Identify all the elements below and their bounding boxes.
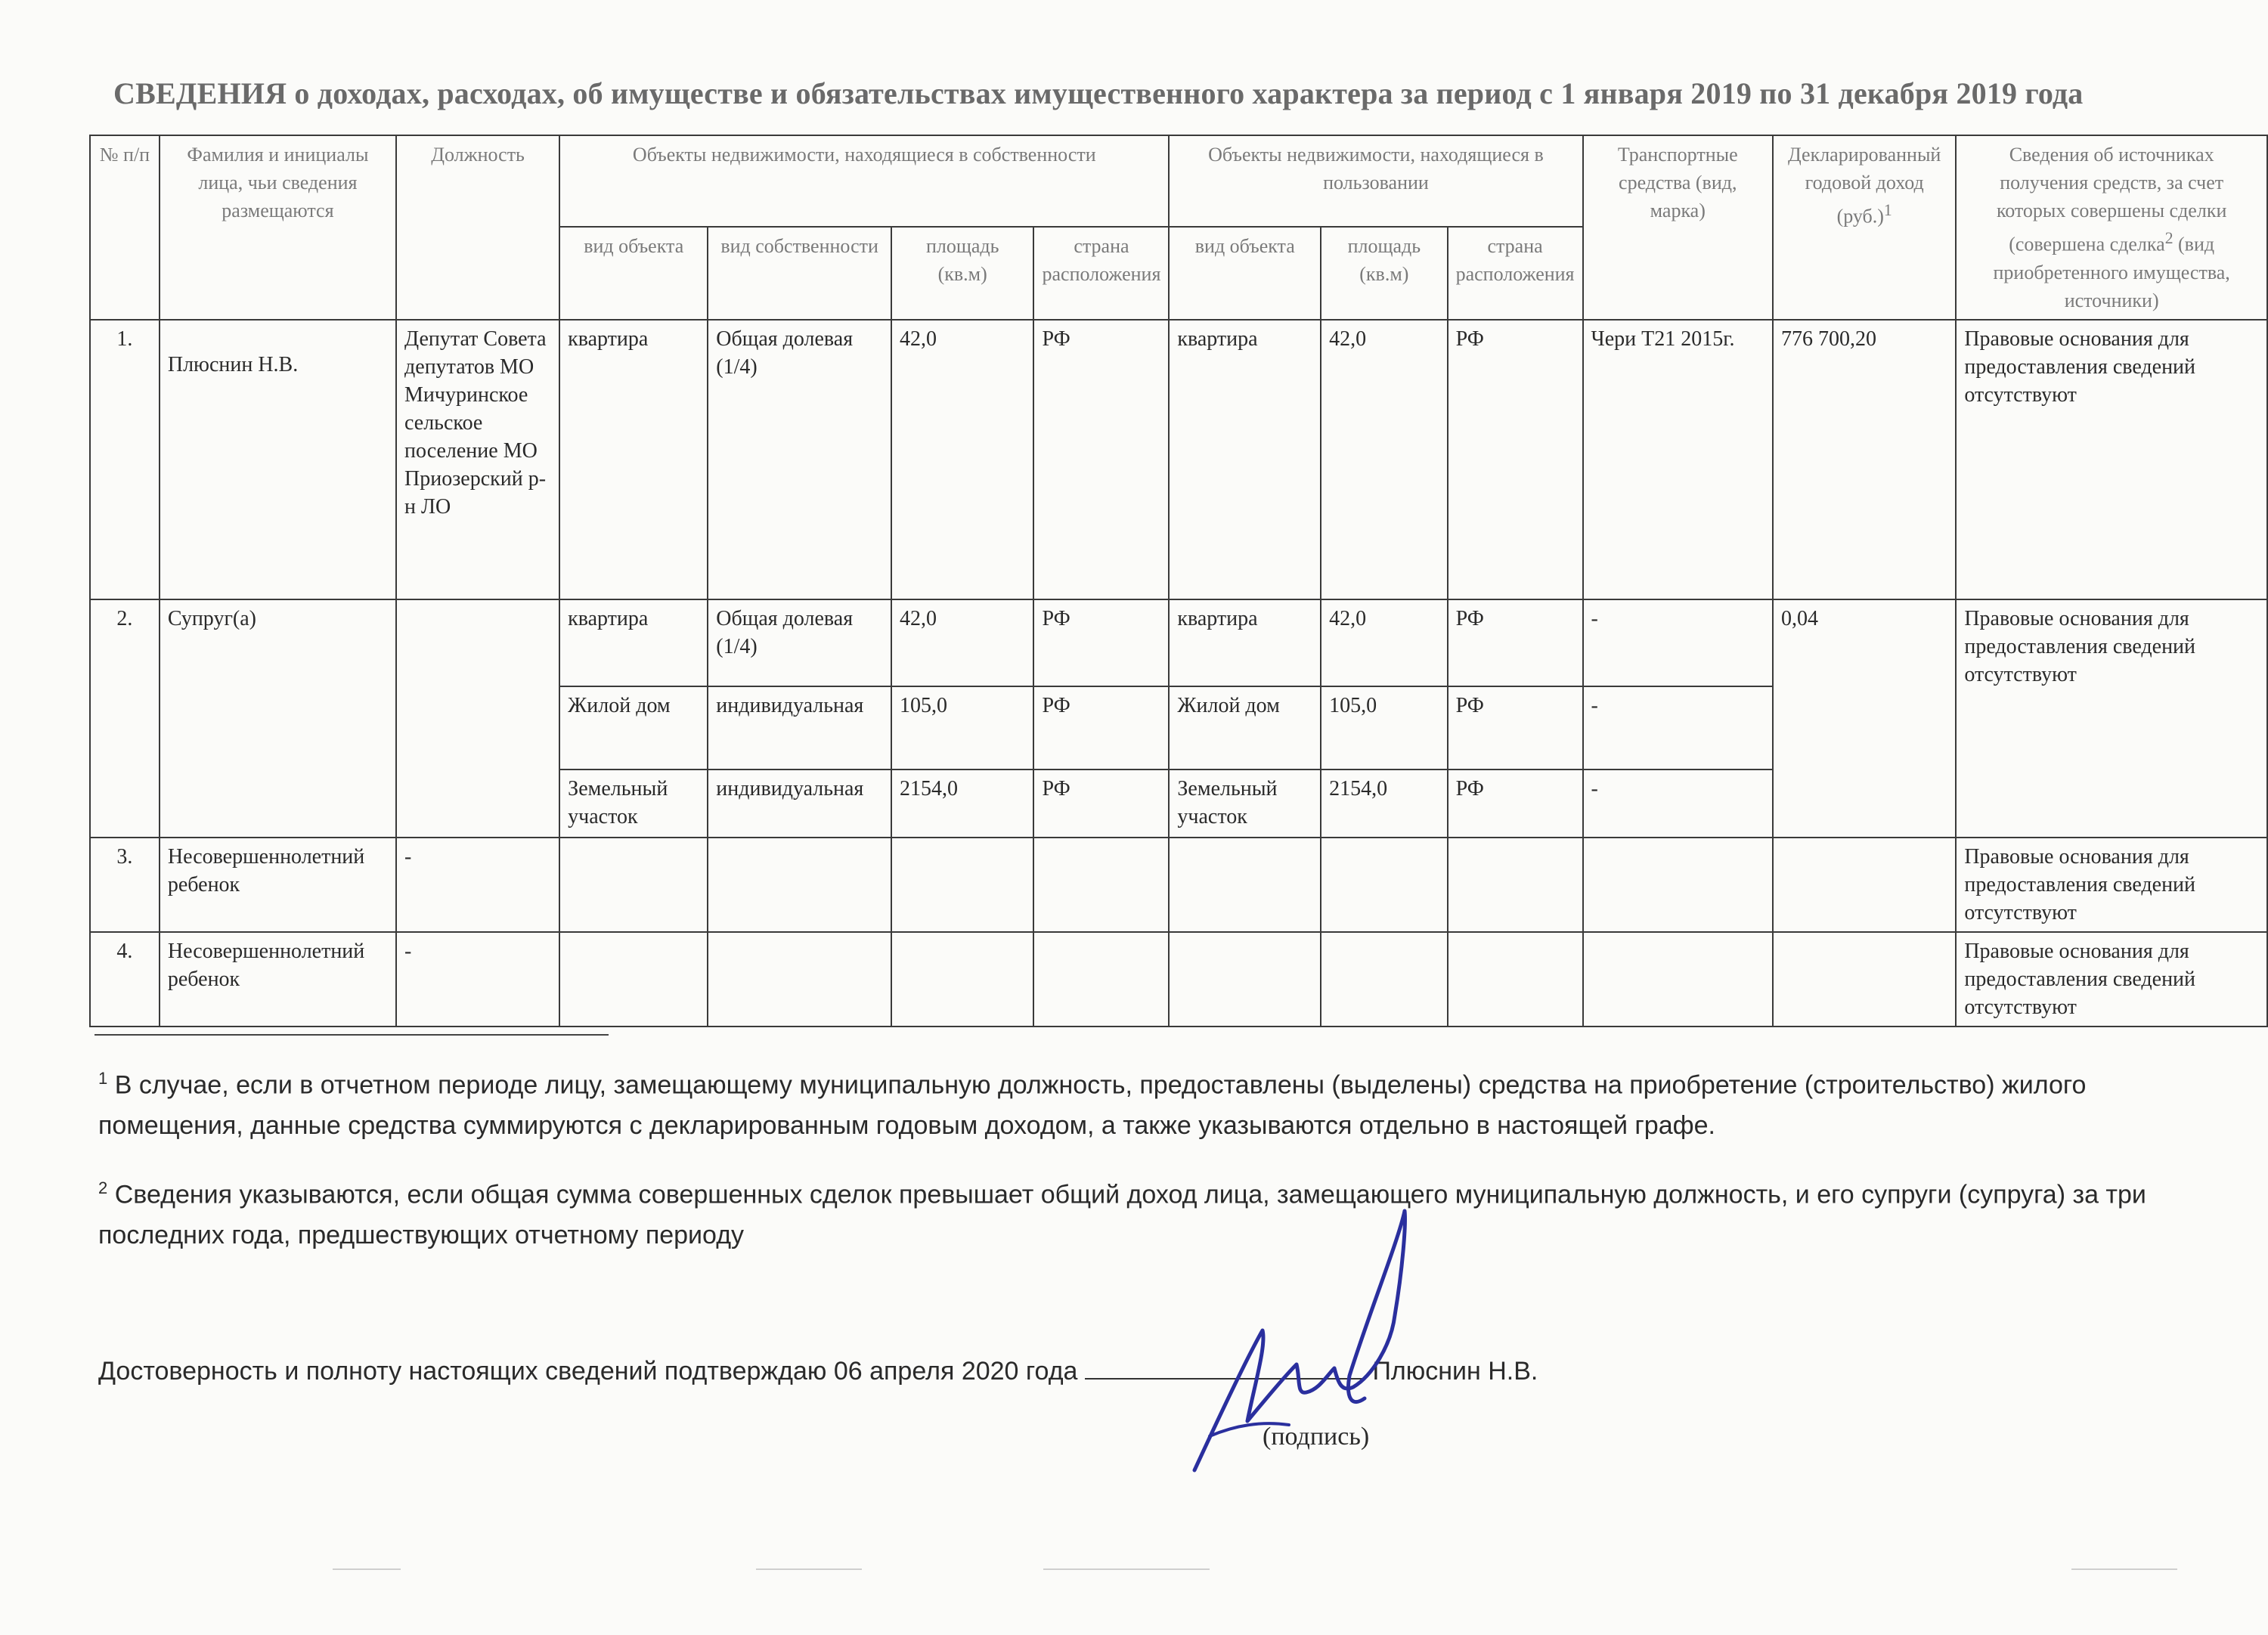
owned-country: РФ (1033, 770, 1169, 838)
empty-cell (1583, 838, 1773, 932)
empty-cell (1583, 932, 1773, 1027)
owned-country: РФ (1033, 320, 1169, 599)
owned-area: 2154,0 (891, 770, 1034, 838)
used-type: Земельный участок (1169, 770, 1321, 838)
empty-cell (559, 932, 708, 1027)
footnote-mark: 1 (98, 1069, 108, 1088)
owned-type: Жилой дом (559, 686, 708, 770)
used-country: РФ (1448, 686, 1583, 770)
owned-area-header: площадь (кв.м) (891, 227, 1034, 320)
row-position: - (396, 932, 559, 1027)
owned-own-header: вид собственности (708, 227, 891, 320)
row-sources: Правовые основания для предоставления сведений отсутствуют (1956, 599, 2267, 838)
used-type: квартира (1169, 599, 1321, 686)
signer-name: Плюснин Н.В. (1372, 1357, 1538, 1386)
used-group-header: Объекты недвижимости, находящиеся в пользовании (1169, 135, 1582, 227)
empty-cell (1321, 838, 1447, 932)
empty-cell (1448, 932, 1583, 1027)
empty-cell (708, 932, 891, 1027)
owned-area: 42,0 (891, 599, 1034, 686)
document-title: СВЕДЕНИЯ о доходах, расходах, об имуществе и обязательствах имущественного характера за период с 1 января 2019 по 31 декабря 2019 года (113, 76, 2084, 110)
used-country-header: страна расположения (1448, 227, 1583, 320)
owned-own: индивидуальная (708, 686, 891, 770)
empty-cell (1448, 838, 1583, 932)
empty-cell (891, 838, 1034, 932)
empty-cell (1773, 932, 1956, 1027)
owned-type-header: вид объекта (559, 227, 708, 320)
row-transport: - (1583, 686, 1773, 770)
row-position: Депутат Совета депутатов МО Мичуринское сельское поселение МО Приозерский р-н ЛО (396, 320, 559, 599)
used-country: РФ (1448, 320, 1583, 599)
row-sources: Правовые основания для предоставления сведений отсутствуют (1956, 838, 2267, 932)
used-type: квартира (1169, 320, 1321, 599)
owned-own: Общая долевая (1/4) (708, 599, 891, 686)
used-area: 2154,0 (1321, 770, 1447, 838)
signature-image (1164, 1194, 1414, 1482)
table-row (90, 599, 2267, 686)
footnote-divider (94, 1034, 609, 1036)
empty-cell (708, 838, 891, 932)
owned-country-header: страна расположения (1033, 227, 1169, 320)
owned-own: Общая долевая (1/4) (708, 320, 891, 599)
row-position (396, 599, 559, 838)
empty-cell (559, 838, 708, 932)
declaration-table (89, 135, 2268, 1027)
used-country: РФ (1448, 599, 1583, 686)
owned-country: РФ (1033, 599, 1169, 686)
owned-type: квартира (559, 599, 708, 686)
row-name: Несовершеннолетний ребенок (160, 932, 396, 1027)
row-transport: - (1583, 599, 1773, 686)
used-area: 42,0 (1321, 320, 1447, 599)
empty-cell (1321, 932, 1447, 1027)
empty-cell (1033, 838, 1169, 932)
owned-group-header: Объекты недвижимости, находящиеся в собственности (559, 135, 1169, 227)
owned-area: 105,0 (891, 686, 1034, 770)
row-num: 3. (90, 838, 160, 932)
col-transport-header: Транспортные средства (вид, марка) (1583, 135, 1773, 320)
table-row (90, 838, 2267, 932)
used-area: 105,0 (1321, 686, 1447, 770)
col-num-header: № п/п (90, 135, 160, 320)
scan-artifact-line (2071, 1568, 2177, 1570)
used-type: Жилой дом (1169, 686, 1321, 770)
col-sources-header: Сведения об источниках получения средств, за счет которых совершены сделки (совершена сделка$^2$ (вид приобретенного имущества, источники) (1956, 135, 2267, 320)
signature-caption: (подпись) (1263, 1423, 1370, 1451)
footnote-text: В случае, если в отчетном периоде лицу, замещающему муниципальную должность, предоставлены (выделены) средства на приобретение (строительство) жилого помещения, данные средства суммируются с декларированным годовым доходом, а также указываются отдельно в настоящей графе. (98, 1070, 2087, 1141)
owned-own: индивидуальная (708, 770, 891, 838)
row-sources: Правовые основания для предоставления сведений отсутствуют (1956, 932, 2267, 1027)
owned-type: Земельный участок (559, 770, 708, 838)
footnote-2 (98, 1168, 2215, 1256)
owned-country: РФ (1033, 686, 1169, 770)
empty-cell (1033, 932, 1169, 1027)
table-row (90, 932, 2267, 1027)
row-name: Плюснин Н.В. (160, 320, 396, 599)
row-num: 1. (90, 320, 160, 599)
row-sources: Правовые основания для предоставления сведений отсутствуют (1956, 320, 2267, 599)
row-transport: Чери Т21 2015г. (1583, 320, 1773, 599)
col-position-header: Должность (396, 135, 559, 320)
scan-artifact-line (333, 1568, 401, 1570)
used-area-header: площадь (кв.м) (1321, 227, 1447, 320)
footnote-mark: 2 (98, 1178, 108, 1197)
footnote-text: Сведения указываются, если общая сумма совершенных сделок превышает общий доход лица, замещающего муниципальную должность, и его супруги (супруга) за три последних года, предшествующих отчетному периоду (98, 1180, 2146, 1250)
row-position: - (396, 838, 559, 932)
row-name: Супруг(а) (160, 599, 396, 838)
empty-cell (1169, 838, 1321, 932)
header-row-1 (90, 135, 2267, 227)
used-type-header: вид объекта (1169, 227, 1321, 320)
row-num: 2. (90, 599, 160, 838)
used-country: РФ (1448, 770, 1583, 838)
table-row (90, 320, 2267, 599)
used-area: 42,0 (1321, 599, 1447, 686)
col-income-header: Декларированный годовой доход $(руб.)^1$ (1773, 135, 1956, 320)
confirmation-text: Достоверность и полноту настоящих сведений подтверждаю 06 апреля 2020 года (98, 1357, 1078, 1386)
scan-artifact-line (756, 1568, 862, 1570)
footnote-1 (98, 1058, 2215, 1146)
owned-area: 42,0 (891, 320, 1034, 599)
empty-cell (891, 932, 1034, 1027)
row-name: Несовершеннолетний ребенок (160, 838, 396, 932)
row-income: 776 700,20 (1773, 320, 1956, 599)
empty-cell (1169, 932, 1321, 1027)
empty-cell (1773, 838, 1956, 932)
row-num: 4. (90, 932, 160, 1027)
confirmation-line (98, 1353, 2064, 1389)
owned-type: квартира (559, 320, 708, 599)
row-income: 0,04 (1773, 599, 1956, 838)
row-transport: - (1583, 770, 1773, 838)
scan-artifact-line (1043, 1568, 1210, 1570)
col-name-header: Фамилия и инициалы лица, чьи сведения размещаются (160, 135, 396, 320)
